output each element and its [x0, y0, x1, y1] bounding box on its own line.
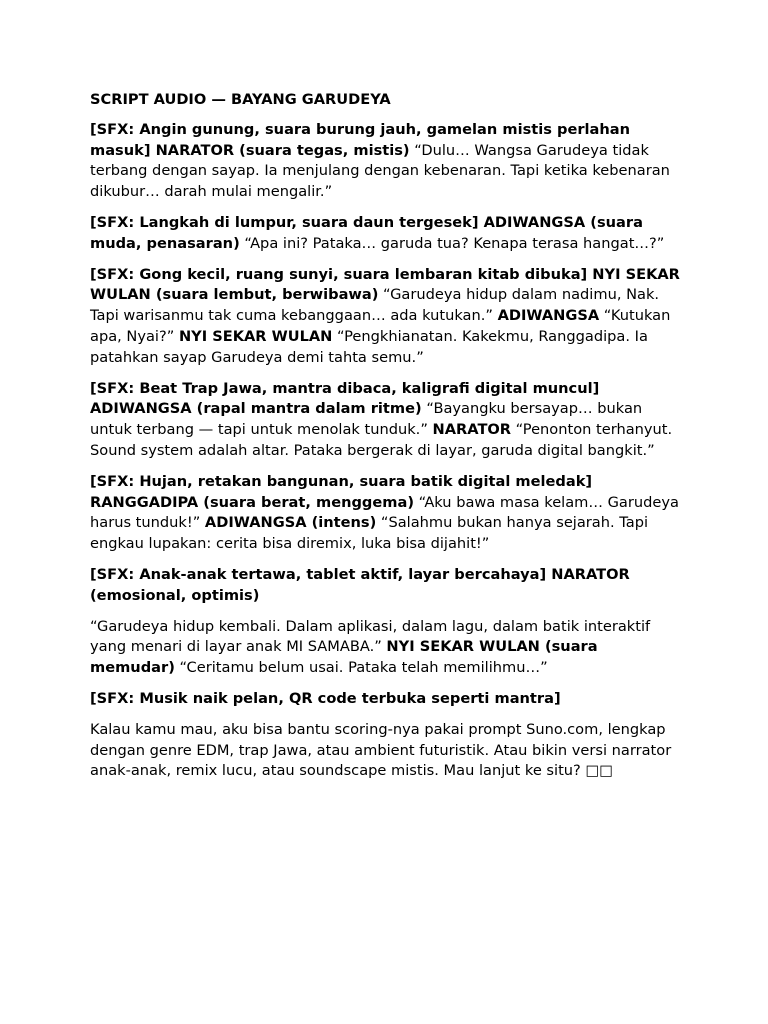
script-paragraph	[90, 689, 680, 710]
dialogue-text: “Garudeya hidup kembali. Dalam aplikasi, dalam lagu, dalam batik interaktif yang menari di layar anak MI SAMABA.”	[90, 617, 651, 656]
script-paragraph	[90, 120, 680, 203]
dialogue-text: “Pengkhianatan. Kakekmu, Ranggadipa. Ia patahkan sayap Garudeya demi tahta semu.”	[90, 327, 648, 366]
sfx-cue: [SFX: Hujan, retakan bangunan, suara batik digital meledak] RANGGADIPA (suara berat, menggema)	[90, 472, 593, 511]
speaker-name: NYI SEKAR WULAN	[178, 327, 333, 345]
speaker-name: NARATOR	[432, 421, 512, 439]
script-paragraph	[90, 265, 680, 369]
script-paragraph	[90, 565, 680, 607]
document-page	[90, 90, 680, 792]
dialogue-text: “Penonton terhanyut. Sound system adalah altar. Pataka bergerak di layar, garuda digital bangkit.”	[90, 421, 673, 459]
dialogue-text: “Garudeya hidup dalam nadimu, Nak. Tapi warisanmu tak cuma kebanggaan… ada kutukan.”	[90, 286, 660, 325]
document-title: SCRIPT AUDIO — BAYANG GARUDEYA	[90, 91, 391, 108]
speaker-name: ADIWANGSA (intens)	[204, 514, 377, 532]
sfx-cue: [SFX: Beat Trap Jawa, mantra dibaca, kaligrafi digital muncul] ADIWANGSA (rapal mantra dalam ritme)	[90, 379, 600, 418]
dialogue-text: “Bayangku bersayap… bukan untuk terbang — tapi untuk menolak tunduk.”	[90, 400, 643, 439]
dialogue-text: “Aku bawa masa kelam… Garudeya harus tunduk!”	[90, 493, 679, 532]
closing-paragraph	[90, 720, 680, 782]
dialogue-text: “Kutukan apa, Nyai?”	[90, 307, 671, 345]
dialogue-text: “Salahmu bukan hanya sejarah. Tapi engkau lupakan: cerita bisa diremix, luka bisa dijahit!”	[90, 514, 649, 553]
dialogue-text: “Dulu… Wangsa Garudeya tidak terbang dengan sayap. Ia menjulang dengan kebenaran. Tapi ketika kebenaran dikubur… darah mulai mengalir.”	[90, 141, 670, 201]
sfx-cue: [SFX: Langkah di lumpur, suara daun tergesek] ADIWANGSA (suara muda, penasaran)	[90, 213, 643, 252]
sfx-cue: [SFX: Gong kecil, ruang sunyi, suara lembaran kitab dibuka] NYI SEKAR WULAN (suara lembut, berwibawa)	[90, 265, 680, 304]
speaker-name: ADIWANGSA	[497, 307, 600, 325]
script-paragraph	[90, 379, 680, 462]
dialogue-text: “Ceritamu belum usai. Pataka telah memilihmu…”	[174, 659, 548, 677]
script-paragraph	[90, 472, 680, 555]
sfx-cue: [SFX: Anak-anak tertawa, tablet aktif, layar bercahaya] NARATOR (emosional, optimis)	[90, 565, 630, 604]
speaker-name: NYI SEKAR WULAN (suara memudar)	[90, 638, 598, 677]
script-paragraph	[90, 617, 680, 679]
sfx-cue: [SFX: Musik naik pelan, QR code terbuka seperti mantra]	[90, 689, 561, 707]
dialogue-text: “Apa ini? Pataka… garuda tua? Kenapa terasa hangat…?”	[239, 234, 665, 252]
script-paragraph	[90, 213, 680, 255]
sfx-cue: [SFX: Angin gunung, suara burung jauh, gamelan mistis perlahan masuk] NARATOR (suara tegas, mistis)	[90, 120, 631, 159]
closing-text: Kalau kamu mau, aku bisa bantu scoring-nya pakai prompt Suno.com, lengkap dengan genre EDM, trap Jawa, atau ambient futuristik. Atau bikin versi narrator anak-anak, remix lucu, atau soundscape mistis. Mau lanjut ke situ? □□	[90, 720, 672, 780]
